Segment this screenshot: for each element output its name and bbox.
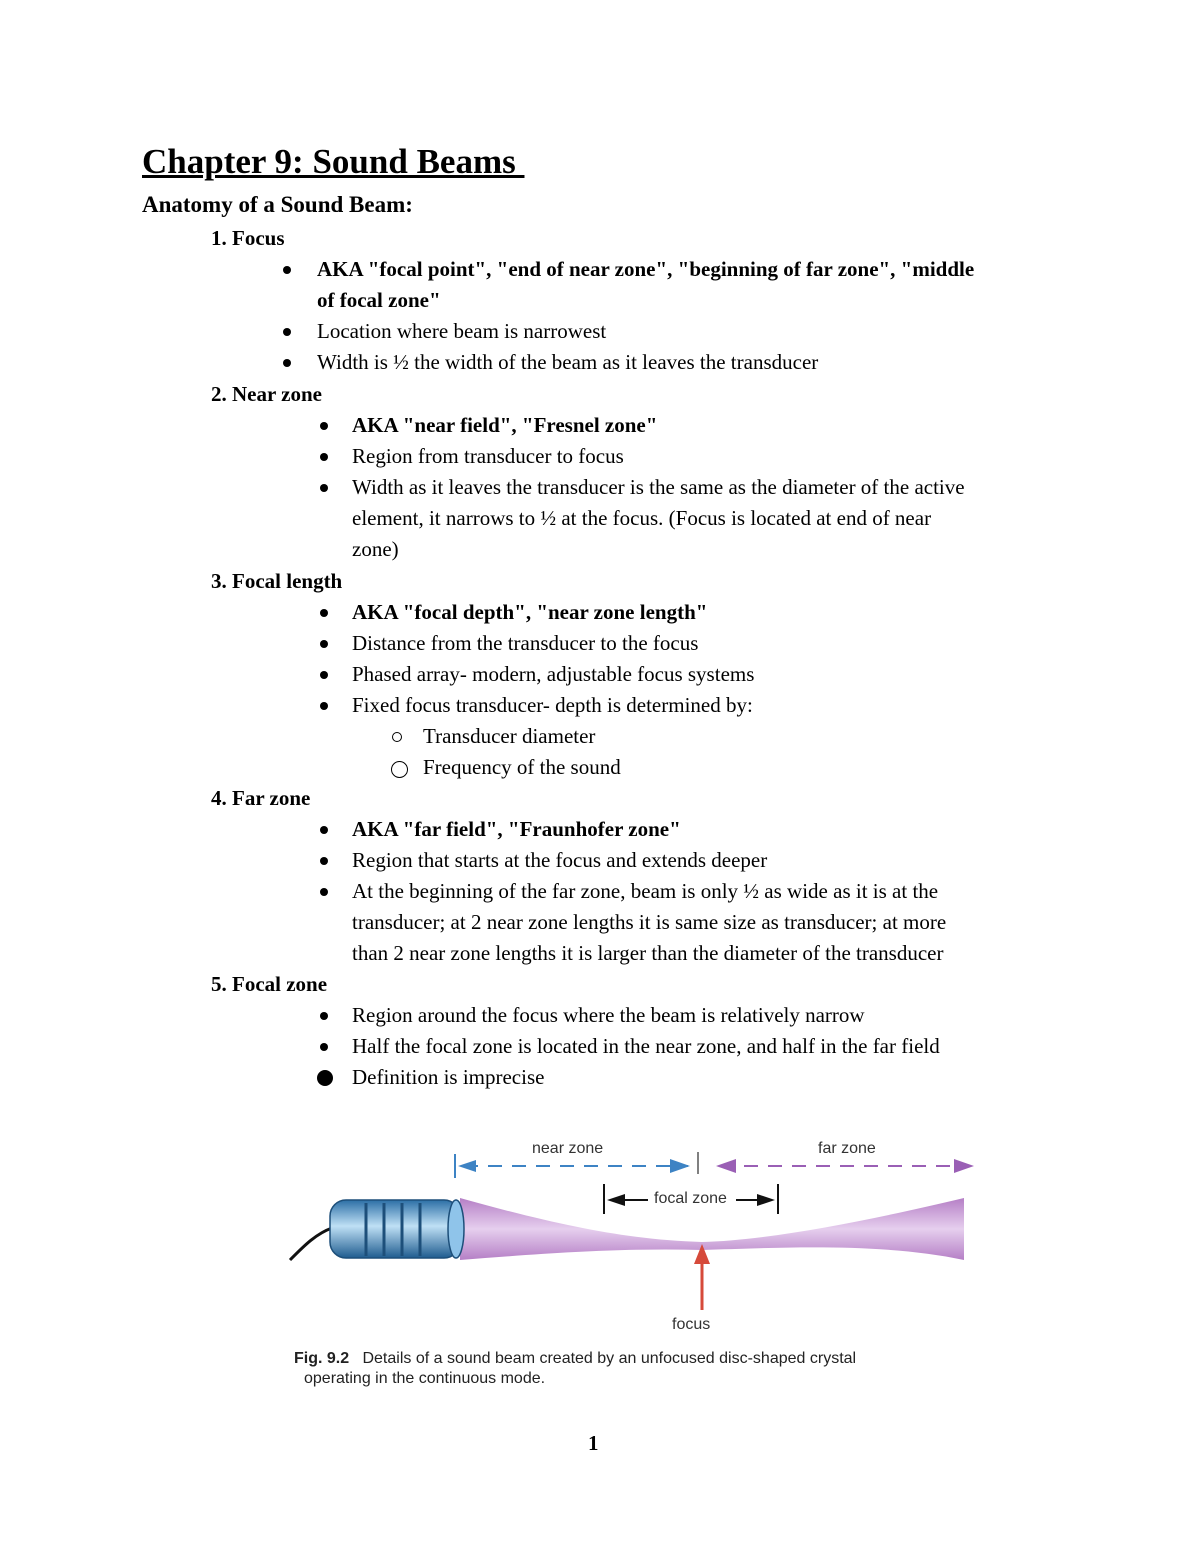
hollow-bullet-icon [391, 761, 408, 778]
list-item: Half the focal zone is located in the near zone, and half in the far field [352, 1034, 940, 1058]
bullet-icon [320, 484, 328, 492]
bullet-icon [320, 888, 328, 896]
list-item: At the beginning of the far zone, beam is only ½ as wide as it is at the [352, 879, 939, 903]
list-item: Region around the focus where the beam is relatively narrow [352, 1003, 865, 1027]
bullet-icon [320, 826, 328, 834]
list-number: 1. [211, 226, 227, 250]
far-zone-label: far zone [818, 1140, 876, 1157]
list-item-aka: AKA "focal depth", "near zone length" [352, 600, 708, 624]
bullet-icon [320, 1043, 328, 1051]
list-item-cont: element, it narrows to ½ at the focus. (Focus is located at end of near [352, 506, 932, 530]
focus-label: focus [672, 1316, 711, 1333]
list-heading-focus [211, 223, 285, 254]
figure-caption [294, 1348, 856, 1370]
far-zone-arrowhead-right [954, 1159, 974, 1173]
list-heading-far-zone [211, 783, 310, 814]
list-number: 3. [211, 569, 227, 593]
near-zone-arrowhead-left [458, 1160, 476, 1172]
list-item: Distance from the transducer to the focus [352, 631, 699, 655]
list-item-aka-cont: of focal zone" [317, 288, 441, 312]
list-item: Fixed focus transducer- depth is determined by: [352, 693, 753, 717]
list-number: 2. [211, 382, 227, 406]
list-heading-label: Far zone [232, 786, 311, 810]
bullet-icon [317, 1070, 333, 1086]
list-item-aka: AKA "focal point", "end of near zone", "beginning of far zone", "middle [317, 257, 975, 281]
near-zone-arrowhead-right [670, 1159, 690, 1173]
focal-zone-label: focal zone [654, 1190, 727, 1207]
list-heading-label: Focal zone [232, 972, 328, 996]
transducer [330, 1200, 460, 1258]
focal-zone-arrowhead-left [607, 1194, 625, 1206]
bullet-icon [320, 609, 328, 617]
list-item: Width as it leaves the transducer is the same as the diameter of the active [352, 475, 965, 499]
list-number: 5. [211, 972, 227, 996]
figure-caption-cont: operating in the continuous mode. [304, 1370, 546, 1387]
transducer-face [448, 1200, 464, 1258]
bullet-icon [320, 1012, 328, 1020]
bullet-icon [283, 266, 291, 274]
page-number: 1 [588, 1431, 599, 1455]
bullet-icon [320, 422, 328, 430]
near-zone-label: near zone [532, 1140, 604, 1157]
bullet-icon [320, 857, 328, 865]
list-item: Region that starts at the focus and extends deeper [352, 848, 768, 872]
list-heading-label: Near zone [232, 382, 322, 406]
list-item-aka: AKA "near field", "Fresnel zone" [352, 413, 658, 437]
bullet-icon [320, 640, 328, 648]
list-number: 4. [211, 786, 227, 810]
list-item-cont: than 2 near zone lengths it is larger than the diameter of the transducer [352, 941, 944, 965]
list-heading-focal-length [211, 566, 342, 597]
list-item: Phased array- modern, adjustable focus systems [352, 662, 755, 686]
list-item-aka: AKA "far field", "Fraunhofer zone" [352, 817, 681, 841]
bullet-icon [320, 671, 328, 679]
list-subitem: Frequency of the sound [423, 755, 621, 779]
bullet-icon [320, 702, 328, 710]
focal-zone-arrowhead-right [757, 1194, 775, 1206]
hollow-bullet-icon [392, 732, 402, 742]
list-item: Definition is imprecise [352, 1065, 545, 1089]
list-item-cont: transducer; at 2 near zone lengths it is same size as transducer; at more [352, 910, 947, 934]
section-title: Anatomy of a Sound Beam: [142, 192, 413, 217]
list-heading-label: Focus [232, 226, 285, 250]
list-heading-focal-zone [211, 969, 327, 1000]
list-item: Width is ½ the width of the beam as it leaves the transducer [317, 350, 819, 374]
list-item: Region from transducer to focus [352, 444, 624, 468]
list-heading-near-zone [211, 379, 322, 410]
figure-number: Fig. 9.2 [294, 1350, 350, 1367]
figure-caption-text: Details of a sound beam created by an unfocused disc-shaped crystal [362, 1350, 857, 1367]
chapter-title: Chapter 9: Sound Beams [142, 142, 525, 181]
list-item-cont: zone) [352, 537, 399, 561]
list-item: Location where beam is narrowest [317, 319, 607, 343]
list-subitem: Transducer diameter [423, 724, 596, 748]
list-heading-label: Focal length [232, 569, 343, 593]
bullet-icon [283, 328, 291, 336]
far-zone-arrowhead-left [716, 1159, 736, 1173]
bullet-icon [320, 453, 328, 461]
transducer-cable [290, 1228, 332, 1260]
sound-beam-figure [270, 1108, 1010, 1398]
bullet-icon [283, 359, 291, 367]
